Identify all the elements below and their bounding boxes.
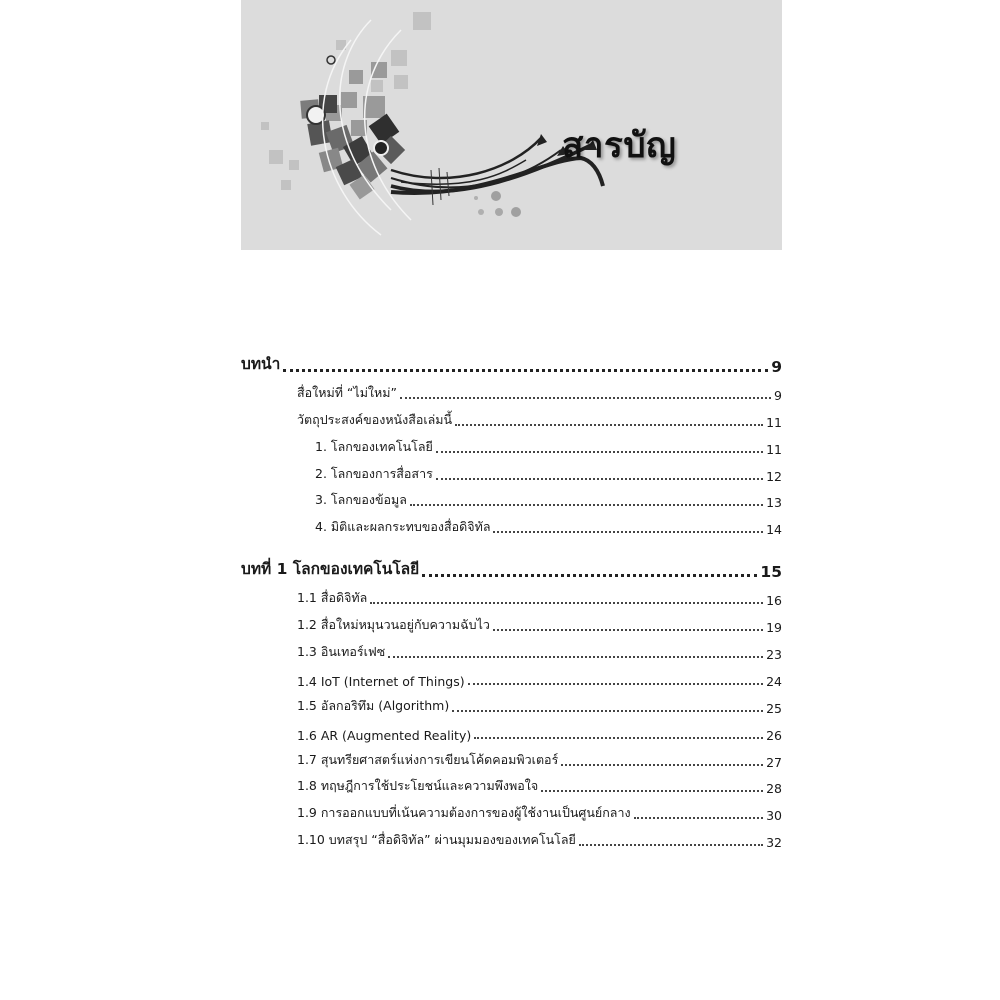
dot-leader xyxy=(634,817,764,819)
page-number: 27 xyxy=(766,754,782,770)
toc-entry[interactable] xyxy=(241,691,782,718)
toc-entry[interactable] xyxy=(241,378,782,405)
page-number: 32 xyxy=(766,835,782,851)
entry-title: 1.6 AR (Augmented Reality) xyxy=(297,727,472,743)
dot-leader xyxy=(370,602,763,604)
entry-title: 1.8 ทฤษฎีการใช้ประโยชน์และความพึงพอใจ xyxy=(297,778,539,794)
dot-leader xyxy=(493,531,763,533)
banner-graphic xyxy=(241,0,782,250)
entry-title: สื่อใหม่ที่ “ไม่ใหม่” xyxy=(297,384,397,400)
dot-leader xyxy=(422,574,757,577)
toc-entry[interactable] xyxy=(241,637,782,664)
dot-leader xyxy=(436,478,763,480)
dot-leader xyxy=(561,764,763,766)
page-number: 30 xyxy=(766,808,782,824)
toc-entry[interactable] xyxy=(241,405,782,432)
dot-leader xyxy=(410,504,763,506)
page-number: 19 xyxy=(766,620,782,636)
dot-leader xyxy=(455,424,763,426)
entry-title: 1.4 IoT (Internet of Things) xyxy=(297,673,465,689)
entry-title: 1.9 การออกแบบที่เน้นความต้องการของผู้ใช้งานเป็นศูนย์กลาง xyxy=(297,805,631,821)
page-number: 15 xyxy=(760,563,782,582)
page-title: สารบัญ xyxy=(562,126,677,166)
page-number: 9 xyxy=(774,387,782,403)
dot-leader xyxy=(541,790,763,792)
toc-entry[interactable] xyxy=(241,583,782,610)
entry-title: 3. โลกของข้อมูล xyxy=(315,492,407,508)
dot-leader xyxy=(388,656,763,658)
toc-entry[interactable] xyxy=(241,798,782,825)
page-number: 12 xyxy=(766,468,782,484)
page-number: 13 xyxy=(766,495,782,511)
page-number: 28 xyxy=(766,781,782,797)
dot-leader xyxy=(400,397,771,399)
entry-title: 1.1 สื่อดิจิทัล xyxy=(297,590,368,606)
entry-title: 1.3 อินเทอร์เฟซ xyxy=(297,644,386,660)
page-number: 11 xyxy=(766,441,782,457)
page-number: 14 xyxy=(766,522,782,538)
toc-entry[interactable] xyxy=(241,772,782,799)
page-number: 24 xyxy=(766,673,782,689)
dot-leader xyxy=(493,629,763,631)
entry-title: วัตถุประสงค์ของหนังสือเล่มนี้ xyxy=(297,411,453,427)
chapter-title: บทนำ xyxy=(241,355,281,373)
page-number: 9 xyxy=(771,358,782,376)
page-number: 23 xyxy=(766,647,782,663)
dot-leader xyxy=(452,710,763,712)
section-gap xyxy=(241,539,782,555)
toc-entry[interactable] xyxy=(241,745,782,772)
entry-title: 1.2 สื่อใหม่หมุนวนอยู่กับความฉับไว xyxy=(297,617,490,633)
entry-title: 1.10 บทสรุป “สื่อดิจิทัล” ผ่านมุมมองของเทคโนโลยี xyxy=(297,832,576,848)
toc-entry[interactable] xyxy=(241,718,782,745)
page-number: 11 xyxy=(766,414,782,430)
toc-entry[interactable] xyxy=(241,610,782,637)
chapter-title: บทที่ 1 โลกของเทคโนโลยี xyxy=(241,560,420,579)
page-number: 26 xyxy=(766,727,782,743)
dot-leader xyxy=(283,369,768,372)
dot-leader xyxy=(468,683,764,685)
dot-leader xyxy=(474,737,763,739)
toc-entry[interactable] xyxy=(241,825,782,852)
entry-title: 1.5 อัลกอริทึม (Algorithm) xyxy=(297,697,450,713)
page-number: 16 xyxy=(766,593,782,609)
header-banner xyxy=(241,0,782,250)
dot-leader xyxy=(436,451,763,453)
toc-entry[interactable] xyxy=(241,486,782,513)
toc-entry[interactable] xyxy=(241,459,782,486)
toc-entry[interactable] xyxy=(241,664,782,691)
entry-title: 1.7 สุนทรียศาสตร์แห่งการเขียนโค้ดคอมพิวเตอร์ xyxy=(297,751,559,767)
dot-leader xyxy=(579,844,763,846)
toc-entry[interactable] xyxy=(241,432,782,459)
table-of-contents xyxy=(241,350,782,852)
toc-entry[interactable] xyxy=(241,512,782,539)
toc-chapter-intro[interactable] xyxy=(241,350,782,378)
entry-title: 2. โลกของการสื่อสาร xyxy=(315,465,433,481)
entry-title: 4. มิติและผลกระทบของสื่อดิจิทัล xyxy=(315,519,491,535)
page-number: 25 xyxy=(766,700,782,716)
toc-chapter-1[interactable] xyxy=(241,555,782,583)
entry-title: 1. โลกของเทคโนโลยี xyxy=(315,438,433,454)
